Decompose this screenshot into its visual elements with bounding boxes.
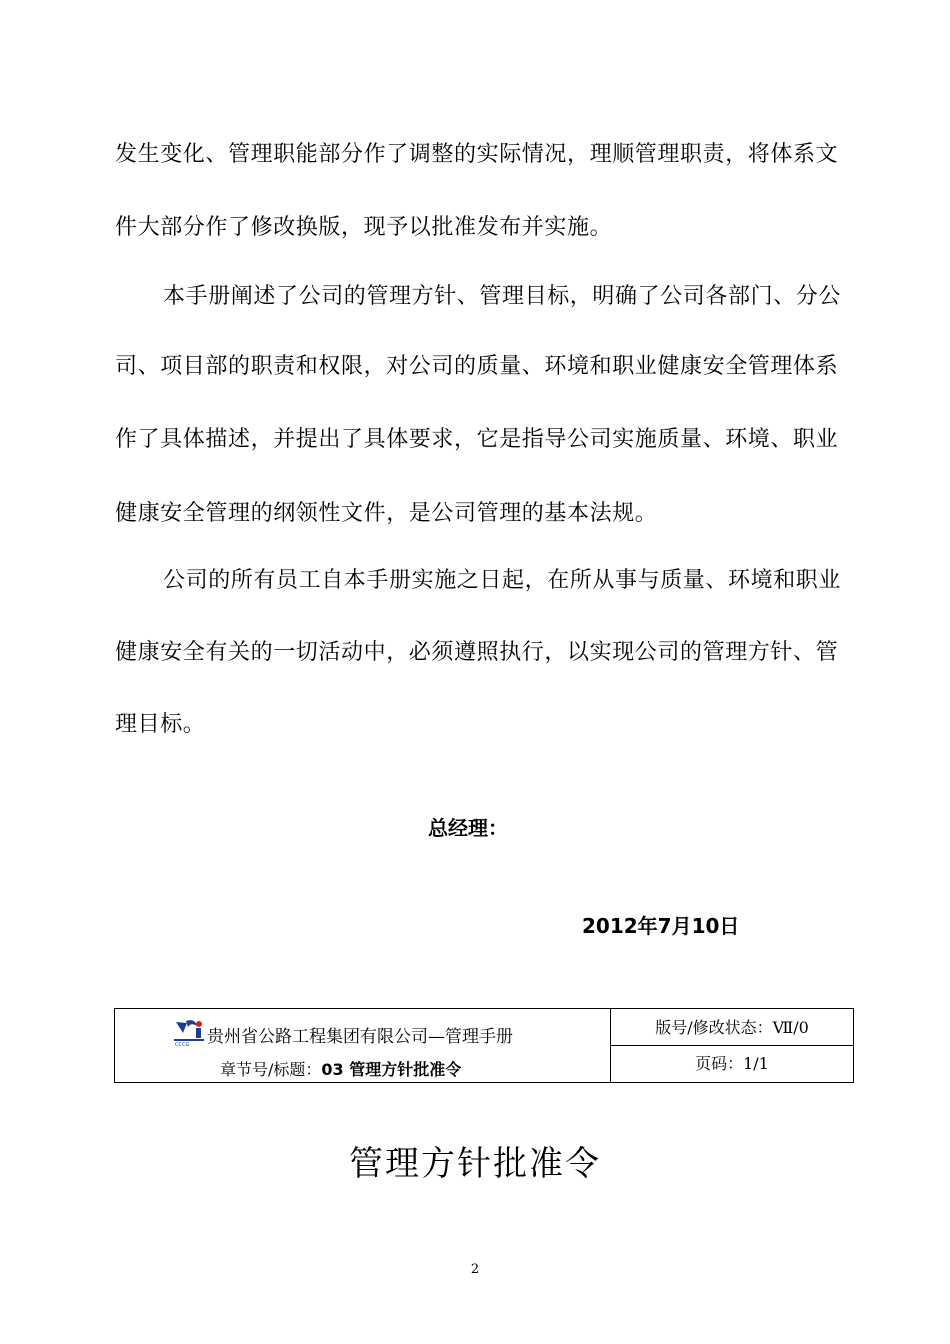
header-title-cell: [115, 1009, 611, 1082]
chapter-row: [220, 1057, 461, 1080]
body-line-8: 健康安全有关的一切活动中，必须遵照执行，以实现公司的管理方针、管: [115, 640, 839, 665]
company-title: 贵州省公路工程集团有限公司—管理手册: [207, 1027, 513, 1047]
body-line-1: 发生变化、管理职能部分作了调整的实际情况，理顺管理职责，将体系文: [115, 142, 839, 167]
body-line-4: 司、项目部的职责和权限，对公司的质量、环境和职业健康安全管理体系: [115, 354, 839, 379]
document-header-table: [114, 1008, 854, 1083]
signature-date: 2012年7月10日: [582, 914, 740, 938]
general-manager-label: 总经理：: [428, 816, 508, 840]
company-row: [173, 1019, 513, 1047]
page-heading: 管理方针批准令: [349, 1144, 601, 1184]
body-line-6: 健康安全管理的纲领性文件，是公司管理的基本法规。: [115, 501, 658, 526]
chapter-label: 章节号/标题：: [220, 1060, 322, 1079]
body-line-5: 作了具体描述，并提出了具体要求，它是指导公司实施质量、环境、职业: [115, 427, 839, 452]
company-logo-icon: [173, 1019, 205, 1047]
chapter-value: 03 管理方针批准令: [321, 1060, 462, 1079]
body-line-2: 件大部分作了修改换版，现予以批准发布并实施。: [115, 215, 613, 240]
page-number: 2: [470, 1262, 480, 1277]
body-line-3: 本手册阐述了公司的管理方针、管理目标，明确了公司各部门、分公: [163, 284, 842, 309]
body-line-7: 公司的所有员工自本手册实施之日起，在所从事与质量、环境和职业: [163, 568, 842, 593]
version-cell: 版号/修改状态：Ⅶ/0: [611, 1009, 853, 1046]
body-line-9: 理目标。: [115, 712, 206, 737]
page-count-cell: 页码：1/1: [695, 1054, 769, 1073]
svg-text:CCCG: CCCG: [175, 1042, 190, 1047]
